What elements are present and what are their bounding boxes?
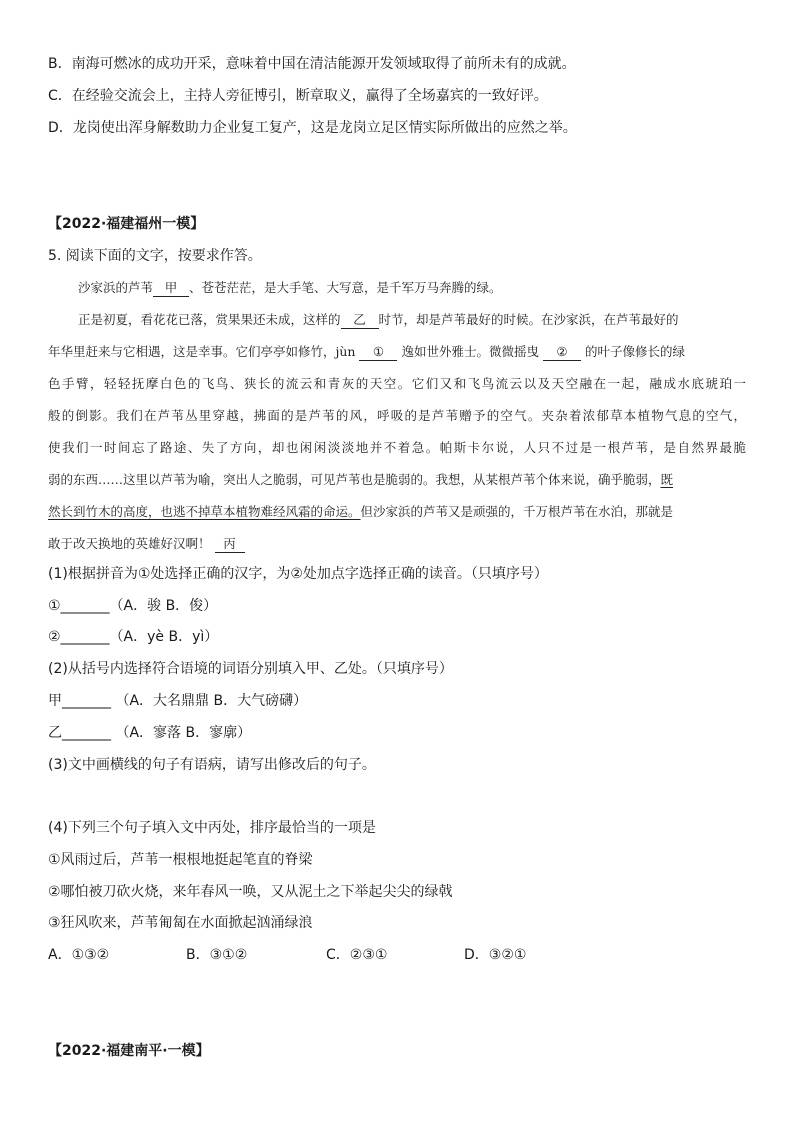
q4-option-a: A．①③② [48, 947, 110, 963]
question-1-a: ①_______（A．骏 B．俊） [48, 598, 218, 614]
question-1: (1)根据拼音为①处选择正确的汉字，为②处加点字选择正确的读音。（只填序号） [48, 566, 548, 582]
passage-line-7: 弱的东西……这里以芦苇为喻，突出人之脆弱，可见芦苇也是脆弱的。我想，从某根芦苇个体来说，确乎脆弱，既 [48, 472, 674, 487]
question-4: (4)下列三个句子填入文中丙处，排序最恰当的一项是 [48, 820, 376, 836]
question-1-b: ②_______（A．yè B．yì） [48, 629, 219, 645]
option-d: D．龙岗使出浑身解数助力企业复工复产，这是龙岗立足区情实际所做出的应然之举。 [48, 120, 577, 136]
question-2-a: 甲_______ （A．大名鼎鼎 B．大气磅礴） [48, 693, 308, 709]
passage-line-8: 然长到竹木的高度，也逃不掉草本植物难经风霜的命运。但沙家浜的芦苇又是顽强的，千万根芦苇在水泊，那就是 [48, 504, 674, 519]
q4-option-c: C．②③① [326, 947, 388, 963]
question-stem: 5. 阅读下面的文字，按要求作答。 [48, 248, 262, 264]
blank-2: ② [543, 344, 581, 361]
section-title-fuzhou: 【2022·福建福州一模】 [48, 216, 205, 232]
blank-yi: 乙 [341, 312, 379, 329]
passage-line-9: 敢于改天换地的英雄好汉啊！ 丙 [48, 534, 245, 554]
q4-option-b: B．③①② [186, 947, 248, 963]
option-c: C．在经验交流会上，主持人旁征博引，断章取义，赢得了全场嘉宾的一致好评。 [48, 88, 548, 104]
passage-line-3: 年华里赶来与它相遇，这是幸事。它们亭亭如修竹，jùn ① 逸如世外雅士。微微摇曳 ② 的叶子像修长的绿 [48, 344, 686, 359]
blank-bing: 丙 [215, 536, 245, 553]
question-2: (2)从括号内选择符合语境的词语分别填入甲、乙处。（只填序号） [48, 661, 453, 677]
option-b: B．南海可燃冰的成功开采，意味着中国在清洁能源开发领域取得了前所未有的成就。 [48, 56, 576, 72]
passage-line-4: 色手臂，轻轻抚摩白色的飞鸟、狭长的流云和青灰的天空。它们又和飞鸟流云以及天空融在一起，融成水底琥珀一 [48, 376, 746, 391]
question-4-sentence-2: ②哪怕被刀砍火烧，来年春风一唤，又从泥土之下举起尖尖的绿戟 [48, 884, 453, 900]
question-4-options [48, 945, 526, 965]
passage-line-5: 般的倒影。我们在芦苇丛里穿越，拂面的是芦苇的风，呼吸的是芦苇赠予的空气。夹杂着浓郁草本植物气息的空气， [48, 408, 746, 423]
underlined-sentence-start: 既 [660, 472, 674, 487]
question-4-sentence-3: ③狂风吹来，芦苇匍匐在水面掀起汹涌绿浪 [48, 915, 313, 931]
passage-line-6: 使我们一时间忘了路途、失了方向，却也闲闲淡淡地并不着急。帕斯卡尔说，人只不过是一根芦苇，是自然界最脆 [48, 440, 746, 455]
question-2-b: 乙_______ （A．寥落 B．寥廓） [48, 725, 252, 741]
passage-line-2: 正是初夏，看花花已落，赏果果还未成，这样的 乙 时节，却是芦苇最好的时候。在沙家浜，在芦苇最好的 [78, 312, 679, 327]
question-3: (3)文中画横线的句子有语病，请写出修改后的句子。 [48, 757, 376, 773]
passage-line-1: 沙家浜的芦苇 甲 、苍苍茫茫，是大手笔、大写意，是千军万马奔腾的绿。 [78, 280, 502, 295]
blank-1: ① [359, 344, 397, 361]
blank-jia: 甲 [153, 280, 189, 297]
q4-option-d: D．③②① [464, 947, 527, 963]
underlined-sentence: 然长到竹木的高度，也逃不掉草本植物难经风霜的命运。 [48, 504, 361, 519]
question-4-sentence-1: ①风雨过后，芦苇一根根地挺起笔直的脊梁 [48, 852, 313, 868]
section-title-nanping: 【2022·福建南平·一模】 [48, 1043, 210, 1059]
